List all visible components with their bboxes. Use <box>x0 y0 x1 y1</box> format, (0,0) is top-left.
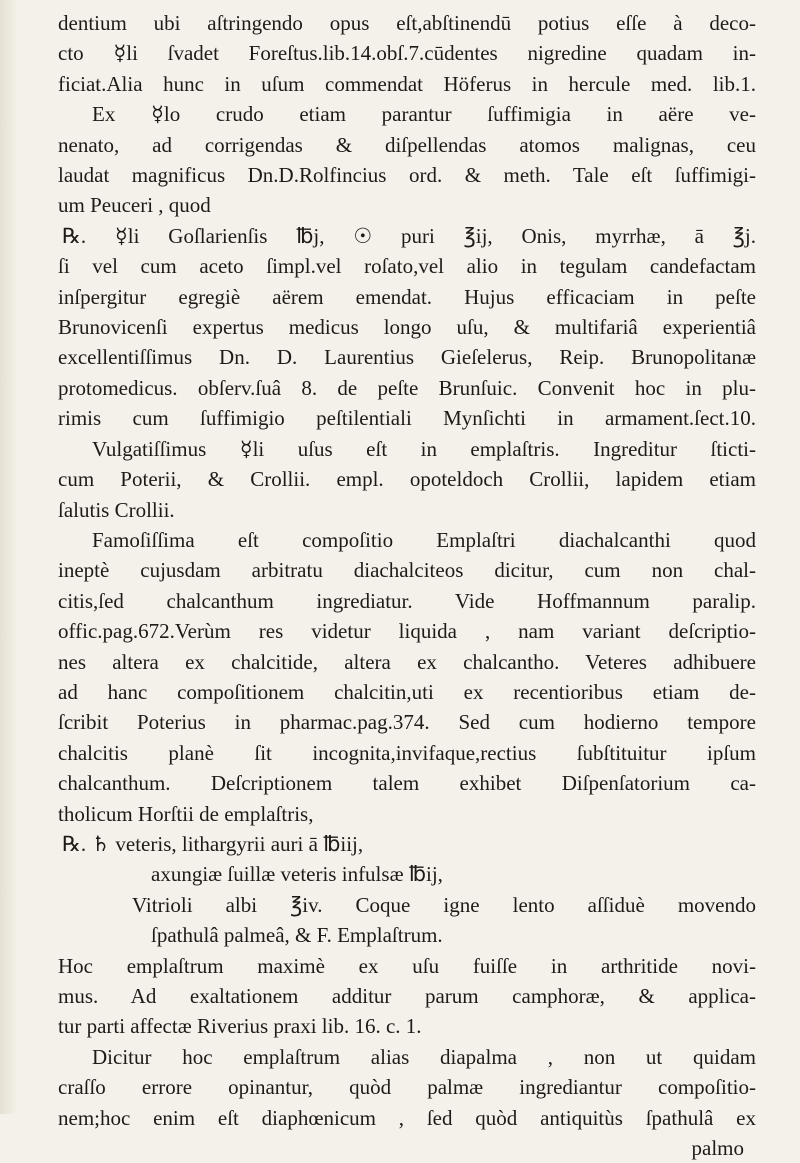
text-line: nenato, ad corrigendas & diſpellendas atomos malignas, ceu <box>58 132 756 157</box>
text-line: chalcanthum. Deſcriptionem talem exhibet Diſpenſatorium ca- <box>58 771 756 796</box>
text-line: inſpergitur egregiè aërem emendat. Hujus efficaciam in peſte <box>58 284 756 309</box>
text-line: dentium ubi aſtringendo opus eſt,abſtinendū potius eſſe à deco- <box>58 11 756 35</box>
text-line: craſſo errore opinantur, quòd palmæ ingrediantur compoſitio- <box>58 1075 756 1100</box>
page-edge <box>0 0 18 1114</box>
text-line: Famoſiſſima eſt compoſitio Emplaſtri diachalcanthi quod <box>92 527 756 552</box>
text-line: citis,ſed chalcanthum ingrediatur. Vide Hoffmannum paralip. <box>58 588 756 613</box>
recipe-line: ℞. ♄ veteris, lithargyrii auri ā ℔iij, <box>62 831 364 856</box>
text-line: ſi vel cum aceto ſimpl.vel roſato,vel alio in tegulam candefactam <box>58 254 756 279</box>
text-line: chalcitis planè ſit incognita,invifaque,rectius ſubſtituitur ipſum <box>58 740 756 765</box>
text-line: protomedicus. obſerv.ſuâ 8. de peſte Brunſuic. Convenit hoc in plu- <box>58 375 756 400</box>
text-line: mus. Ad exaltationem additur parum camphoræ, & applica- <box>58 984 756 1008</box>
text-line: Brunovicenſi expertus medicus longo uſu, & multifariâ experientiâ <box>58 315 756 340</box>
recipe-line: ſpathulâ palmeâ, & F. Emplaſtrum. <box>151 923 443 948</box>
recipe-line: Vitrioli albi ℥iv. Coque igne lento aſſiduè movendo <box>132 892 756 917</box>
recipe-line: axungiæ ſuillæ veteris infulsæ ℔ij, <box>151 862 443 887</box>
text-line: excellentiſſimus Dn. D. Laurentius Gieſelerus, Reip. Brunopolitanæ <box>58 345 756 370</box>
text-line: offic.pag.672.Verùm res videtur liquida , nam variant deſcriptio- <box>58 619 756 644</box>
text-line: ficiat.Alia hunc in uſum commendat Höferus in hercule med. lib.1. <box>58 71 756 96</box>
text-line: Dicitur hoc emplaſtrum alias diapalma , non ut quidam <box>92 1044 756 1069</box>
catchword: palmo <box>691 1136 744 1161</box>
text-line: ineptè cujusdam arbitratu diachalciteos dicitur, cum non chal- <box>58 558 756 583</box>
text-line: Vulgatiſſimus ☿li uſus eſt in emplaſtris. Ingreditur ſticti- <box>92 436 756 461</box>
text-line: tur parti affectæ Riverius praxi lib. 16. c. 1. <box>58 1014 422 1039</box>
text-line: Hoc emplaſtrum maximè ex uſu fuiſſe in arthritide novi- <box>58 953 756 978</box>
text-line: Ex ☿lo crudo etiam parantur ſuffimigia in aëre ve- <box>92 102 756 127</box>
text-line: rimis cum ſuffimigio peſtilentiali Mynſichti in armament.ſect.10. <box>58 406 756 431</box>
text-line: cum Poterii, & Crollii. empl. opoteldoch Crollii, lapidem etiam <box>58 467 756 492</box>
recipe-line: ℞. ☿li Goſlarienſis ℔j, ☉ puri ℥ij, Onis, myrrhæ, ā ℥j. <box>62 223 756 248</box>
text-line: cto ☿li ſvadet Foreſtus.lib.14.obſ.7.cūdentes nigredine quadam in- <box>58 41 756 66</box>
text-line: nes altera ex chalcitide, altera ex chalcantho. Veteres adhibuere <box>58 649 756 674</box>
text-line: nem;hoc enim eſt diaphœnicum , ſed quòd antiquitùs ſpathulâ ex <box>58 1105 756 1130</box>
text-line: ſalutis Crollii. <box>58 497 175 522</box>
text-line: um Peuceri , quod <box>58 193 211 218</box>
text-line: ad hanc compoſitionem chalcitin,uti ex recentioribus etiam de- <box>58 679 756 704</box>
text-line: laudat magnificus Dn.D.Rolfincius ord. & meth. Tale eſt ſuffimigi- <box>58 163 756 188</box>
text-line: ſcribit Poterius in pharmac.pag.374. Sed cum hodierno tempore <box>58 710 756 735</box>
text-line: tholicum Horſtii de emplaſtris, <box>58 801 314 826</box>
